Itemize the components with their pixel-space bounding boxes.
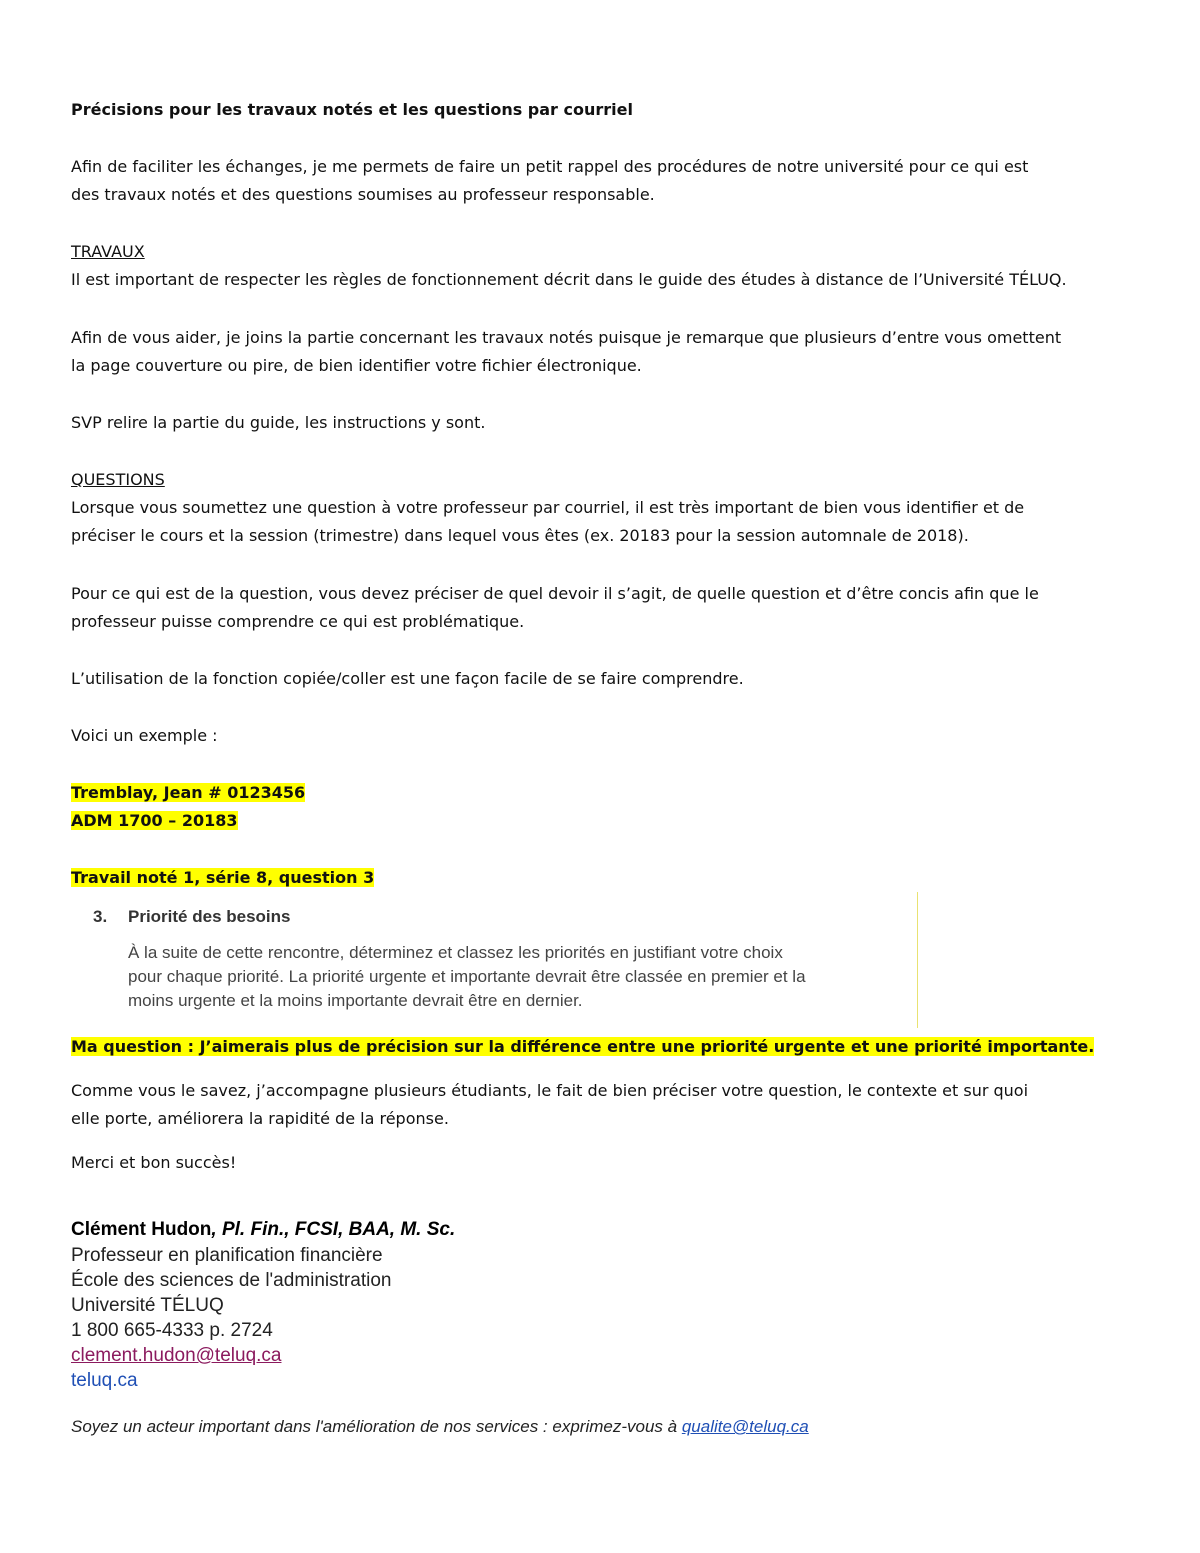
signature-credentials: , Pl. Fin., FCSI, BAA, M. Sc.: [211, 1219, 456, 1240]
questions-paragraph-3: L’utilisation de la fonction copiée/coller est une façon facile de se faire comprendre.: [71, 669, 744, 688]
questions-section-title: QUESTIONS: [71, 470, 165, 489]
signature-phone: 1 800 665-4333 p. 2724: [71, 1320, 273, 1341]
document-heading: Précisions pour les travaux notés et les questions par courriel: [71, 100, 633, 119]
intro-line-1: Afin de faciliter les échanges, je me permets de faire un petit rappel des procédures de notre université pour ce qui est: [71, 157, 1029, 176]
my-question-line: [71, 1037, 1094, 1057]
excerpt-title: Priorité des besoins: [128, 907, 291, 926]
questions-paragraph-4: Voici un exemple :: [71, 726, 218, 745]
signature-email-link[interactable]: clement.hudon@teluq.ca: [71, 1345, 282, 1366]
example-student-line: [71, 783, 305, 803]
questions-paragraph-1-line-2: préciser le cours et la session (trimestre) dans lequel vous êtes (ex. 20183 pour la session automnale de 2018).: [71, 526, 969, 545]
signature-university: Université TÉLUQ: [71, 1295, 224, 1316]
my-question: Ma question : J’aimerais plus de précision sur la différence entre une priorité urgente et une priorité importante.: [71, 1037, 1095, 1056]
footer-line: [71, 1416, 809, 1438]
signature-website-link[interactable]: teluq.ca: [71, 1370, 138, 1391]
excerpt-line-3: moins urgente et la moins importante devrait être en dernier.: [128, 991, 583, 1010]
questions-paragraph-2-line-1: Pour ce qui est de la question, vous devez préciser de quel devoir il s’agit, de quelle question et d’être concis afin que le: [71, 584, 1039, 603]
travaux-paragraph-2-line-1: Afin de vous aider, je joins la partie concernant les travaux notés puisque je remarque que plusieurs d’entre vous omettent: [71, 328, 1062, 347]
excerpt-line-2: pour chaque priorité. La priorité urgente et importante devrait être classée en premier et la: [128, 967, 806, 986]
signature-name: Clément Hudon: [71, 1219, 212, 1240]
example-assignment-line: [71, 868, 374, 888]
questions-paragraph-2-line-2: professeur puisse comprendre ce qui est problématique.: [71, 612, 525, 631]
signature-title: Professeur en planification financière: [71, 1245, 383, 1266]
intro-line-2: des travaux notés et des questions soumises au professeur responsable.: [71, 185, 655, 204]
travaux-paragraph-1: Il est important de respecter les règles de fonctionnement décrit dans le guide des études à distance de l’Université TÉLUQ.: [71, 270, 1067, 289]
signature-school: École des sciences de l'administration: [71, 1270, 392, 1291]
example-assignment: Travail noté 1, série 8, question 3: [71, 868, 375, 887]
example-course-line: [71, 811, 238, 831]
excerpt-divider: [917, 892, 918, 1028]
example-course: ADM 1700 – 20183: [71, 811, 238, 830]
questions-paragraph-1-line-1: Lorsque vous soumettez une question à votre professeur par courriel, il est très important de bien vous identifier et de: [71, 498, 1025, 517]
closing-line-1: Comme vous le savez, j’accompagne plusieurs étudiants, le fait de bien préciser votre question, le contexte et sur quoi: [71, 1081, 1029, 1100]
closing-thanks: Merci et bon succès!: [71, 1153, 237, 1172]
example-student: Tremblay, Jean # 0123456: [71, 783, 306, 802]
closing-line-2: elle porte, améliorera la rapidité de la réponse.: [71, 1109, 449, 1128]
travaux-section-title: TRAVAUX: [71, 242, 145, 261]
footer-email-link[interactable]: qualite@teluq.ca: [681, 1417, 809, 1436]
signature-email-line: [71, 1344, 281, 1368]
travaux-paragraph-3: SVP relire la partie du guide, les instructions y sont.: [71, 413, 486, 432]
excerpt-number: 3.: [93, 907, 108, 926]
signature-name-line: [71, 1218, 455, 1242]
travaux-paragraph-2-line-2: la page couverture ou pire, de bien identifier votre fichier électronique.: [71, 356, 642, 375]
footer-text: Soyez un acteur important dans l'amélioration de nos services : exprimez-vous à: [71, 1417, 682, 1436]
excerpt-line-1: À la suite de cette rencontre, déterminez et classez les priorités en justifiant votre choix: [128, 943, 783, 962]
signature-website-line: [71, 1369, 138, 1393]
